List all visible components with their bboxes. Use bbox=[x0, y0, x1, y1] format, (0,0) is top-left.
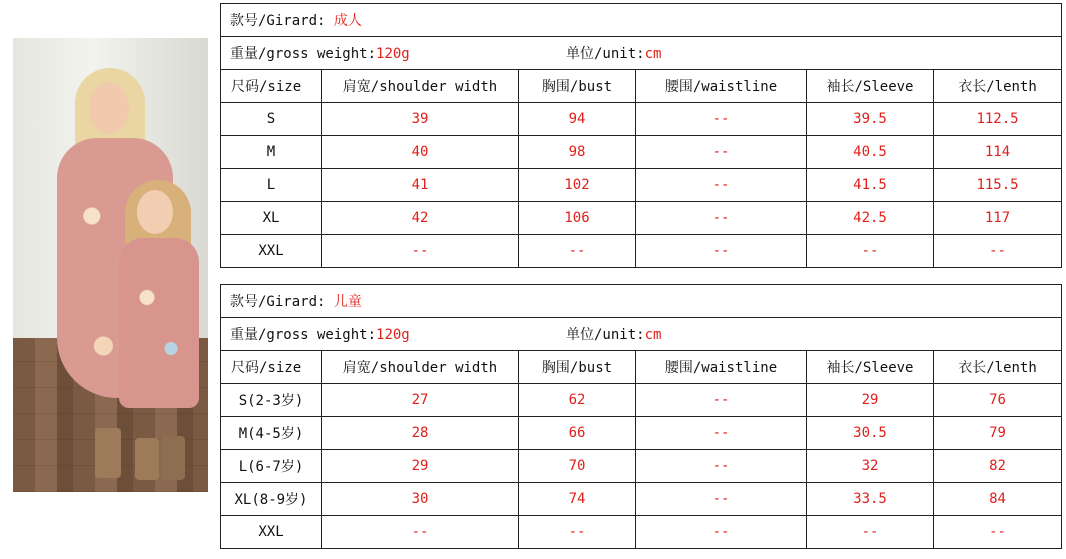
table-row bbox=[221, 169, 1062, 202]
bust-cell: -- bbox=[519, 235, 636, 268]
product-photo bbox=[13, 38, 208, 492]
bust-cell: 74 bbox=[519, 483, 636, 516]
style-cell bbox=[221, 4, 1062, 37]
waist-cell: -- bbox=[636, 516, 807, 549]
bust-cell: 98 bbox=[519, 136, 636, 169]
daughter-boot-right bbox=[161, 436, 185, 480]
header-sleeve: 袖长/Sleeve bbox=[807, 70, 934, 103]
weight-group bbox=[230, 324, 566, 344]
length-cell: 84 bbox=[934, 483, 1062, 516]
shoulder-cell: 40 bbox=[322, 136, 519, 169]
length-cell: 114 bbox=[934, 136, 1062, 169]
style-value: 儿童 bbox=[333, 294, 362, 310]
shoulder-cell: -- bbox=[322, 516, 519, 549]
shoulder-cell: 28 bbox=[322, 417, 519, 450]
sleeve-cell: 32 bbox=[807, 450, 934, 483]
shoulder-cell: 42 bbox=[322, 202, 519, 235]
table-row bbox=[221, 202, 1062, 235]
header-row bbox=[221, 351, 1062, 384]
waist-cell: -- bbox=[636, 103, 807, 136]
length-cell: 76 bbox=[934, 384, 1062, 417]
weight-cell bbox=[221, 37, 1062, 70]
size-cell: L bbox=[221, 169, 322, 202]
shoulder-cell: 29 bbox=[322, 450, 519, 483]
header-bust: 胸围/bust bbox=[519, 351, 636, 384]
size-cell: M(4-5岁) bbox=[221, 417, 322, 450]
length-cell: 117 bbox=[934, 202, 1062, 235]
size-table-adult bbox=[220, 3, 1062, 268]
header-waist: 腰围/waistline bbox=[636, 351, 807, 384]
table-row bbox=[221, 384, 1062, 417]
shoulder-cell: 41 bbox=[322, 169, 519, 202]
bust-cell: 94 bbox=[519, 103, 636, 136]
bust-cell: 70 bbox=[519, 450, 636, 483]
waist-cell: -- bbox=[636, 169, 807, 202]
size-cell: S bbox=[221, 103, 322, 136]
style-row bbox=[221, 285, 1062, 318]
sleeve-cell: 40.5 bbox=[807, 136, 934, 169]
bust-cell: 62 bbox=[519, 384, 636, 417]
style-label: 款号/Girard: bbox=[230, 13, 326, 29]
weight-cell bbox=[221, 318, 1062, 351]
length-cell: -- bbox=[934, 235, 1062, 268]
header-sleeve: 袖长/Sleeve bbox=[807, 351, 934, 384]
table-row bbox=[221, 483, 1062, 516]
waist-cell: -- bbox=[636, 384, 807, 417]
weight-value: 120g bbox=[376, 327, 410, 343]
shoulder-cell: 39 bbox=[322, 103, 519, 136]
daughter-dress bbox=[119, 238, 199, 408]
sleeve-cell: 41.5 bbox=[807, 169, 934, 202]
shoulder-cell: 30 bbox=[322, 483, 519, 516]
header-row bbox=[221, 70, 1062, 103]
bust-cell: 102 bbox=[519, 169, 636, 202]
bust-cell: 106 bbox=[519, 202, 636, 235]
length-cell: 79 bbox=[934, 417, 1062, 450]
style-row bbox=[221, 4, 1062, 37]
waist-cell: -- bbox=[636, 235, 807, 268]
weight-group bbox=[230, 43, 566, 63]
header-length: 衣长/lenth bbox=[934, 70, 1062, 103]
sleeve-cell: 39.5 bbox=[807, 103, 934, 136]
style-cell bbox=[221, 285, 1062, 318]
length-cell: -- bbox=[934, 516, 1062, 549]
waist-cell: -- bbox=[636, 136, 807, 169]
length-cell: 112.5 bbox=[934, 103, 1062, 136]
table-row bbox=[221, 417, 1062, 450]
mother-face bbox=[89, 82, 129, 134]
header-size: 尺码/size bbox=[221, 351, 322, 384]
waist-cell: -- bbox=[636, 417, 807, 450]
weight-row bbox=[221, 37, 1062, 70]
table-row bbox=[221, 136, 1062, 169]
waist-cell: -- bbox=[636, 202, 807, 235]
header-bust: 胸围/bust bbox=[519, 70, 636, 103]
mother-boot bbox=[95, 428, 121, 478]
table-row bbox=[221, 516, 1062, 549]
header-waist: 腰围/waistline bbox=[636, 70, 807, 103]
weight-label: 重量/gross weight: bbox=[230, 46, 377, 62]
size-cell: XXL bbox=[221, 516, 322, 549]
size-cell: M bbox=[221, 136, 322, 169]
unit-value: cm bbox=[644, 46, 662, 62]
sleeve-cell: -- bbox=[807, 235, 934, 268]
size-cell: XXL bbox=[221, 235, 322, 268]
sleeve-cell: 42.5 bbox=[807, 202, 934, 235]
sleeve-cell: 29 bbox=[807, 384, 934, 417]
table-row bbox=[221, 103, 1062, 136]
length-cell: 82 bbox=[934, 450, 1062, 483]
sleeve-cell: -- bbox=[807, 516, 934, 549]
unit-label: 单位/unit: bbox=[566, 327, 645, 343]
unit-label: 单位/unit: bbox=[566, 46, 645, 62]
daughter-face bbox=[137, 190, 173, 234]
header-shoulder: 肩宽/shoulder width bbox=[322, 70, 519, 103]
waist-cell: -- bbox=[636, 483, 807, 516]
table-row bbox=[221, 235, 1062, 268]
bust-cell: 66 bbox=[519, 417, 636, 450]
sleeve-cell: 30.5 bbox=[807, 417, 934, 450]
shoulder-cell: -- bbox=[322, 235, 519, 268]
size-cell: XL(8-9岁) bbox=[221, 483, 322, 516]
bust-cell: -- bbox=[519, 516, 636, 549]
weight-row bbox=[221, 318, 1062, 351]
header-size: 尺码/size bbox=[221, 70, 322, 103]
header-length: 衣长/lenth bbox=[934, 351, 1062, 384]
style-value: 成人 bbox=[333, 13, 362, 29]
weight-value: 120g bbox=[376, 46, 410, 62]
unit-value: cm bbox=[644, 327, 662, 343]
size-cell: XL bbox=[221, 202, 322, 235]
style-label: 款号/Girard: bbox=[230, 294, 326, 310]
size-table-kids bbox=[220, 284, 1062, 549]
header-shoulder: 肩宽/shoulder width bbox=[322, 351, 519, 384]
length-cell: 115.5 bbox=[934, 169, 1062, 202]
shoulder-cell: 27 bbox=[322, 384, 519, 417]
waist-cell: -- bbox=[636, 450, 807, 483]
size-cell: S(2-3岁) bbox=[221, 384, 322, 417]
weight-label: 重量/gross weight: bbox=[230, 327, 377, 343]
size-cell: L(6-7岁) bbox=[221, 450, 322, 483]
sleeve-cell: 33.5 bbox=[807, 483, 934, 516]
table-row bbox=[221, 450, 1062, 483]
daughter-boot-left bbox=[135, 438, 159, 480]
